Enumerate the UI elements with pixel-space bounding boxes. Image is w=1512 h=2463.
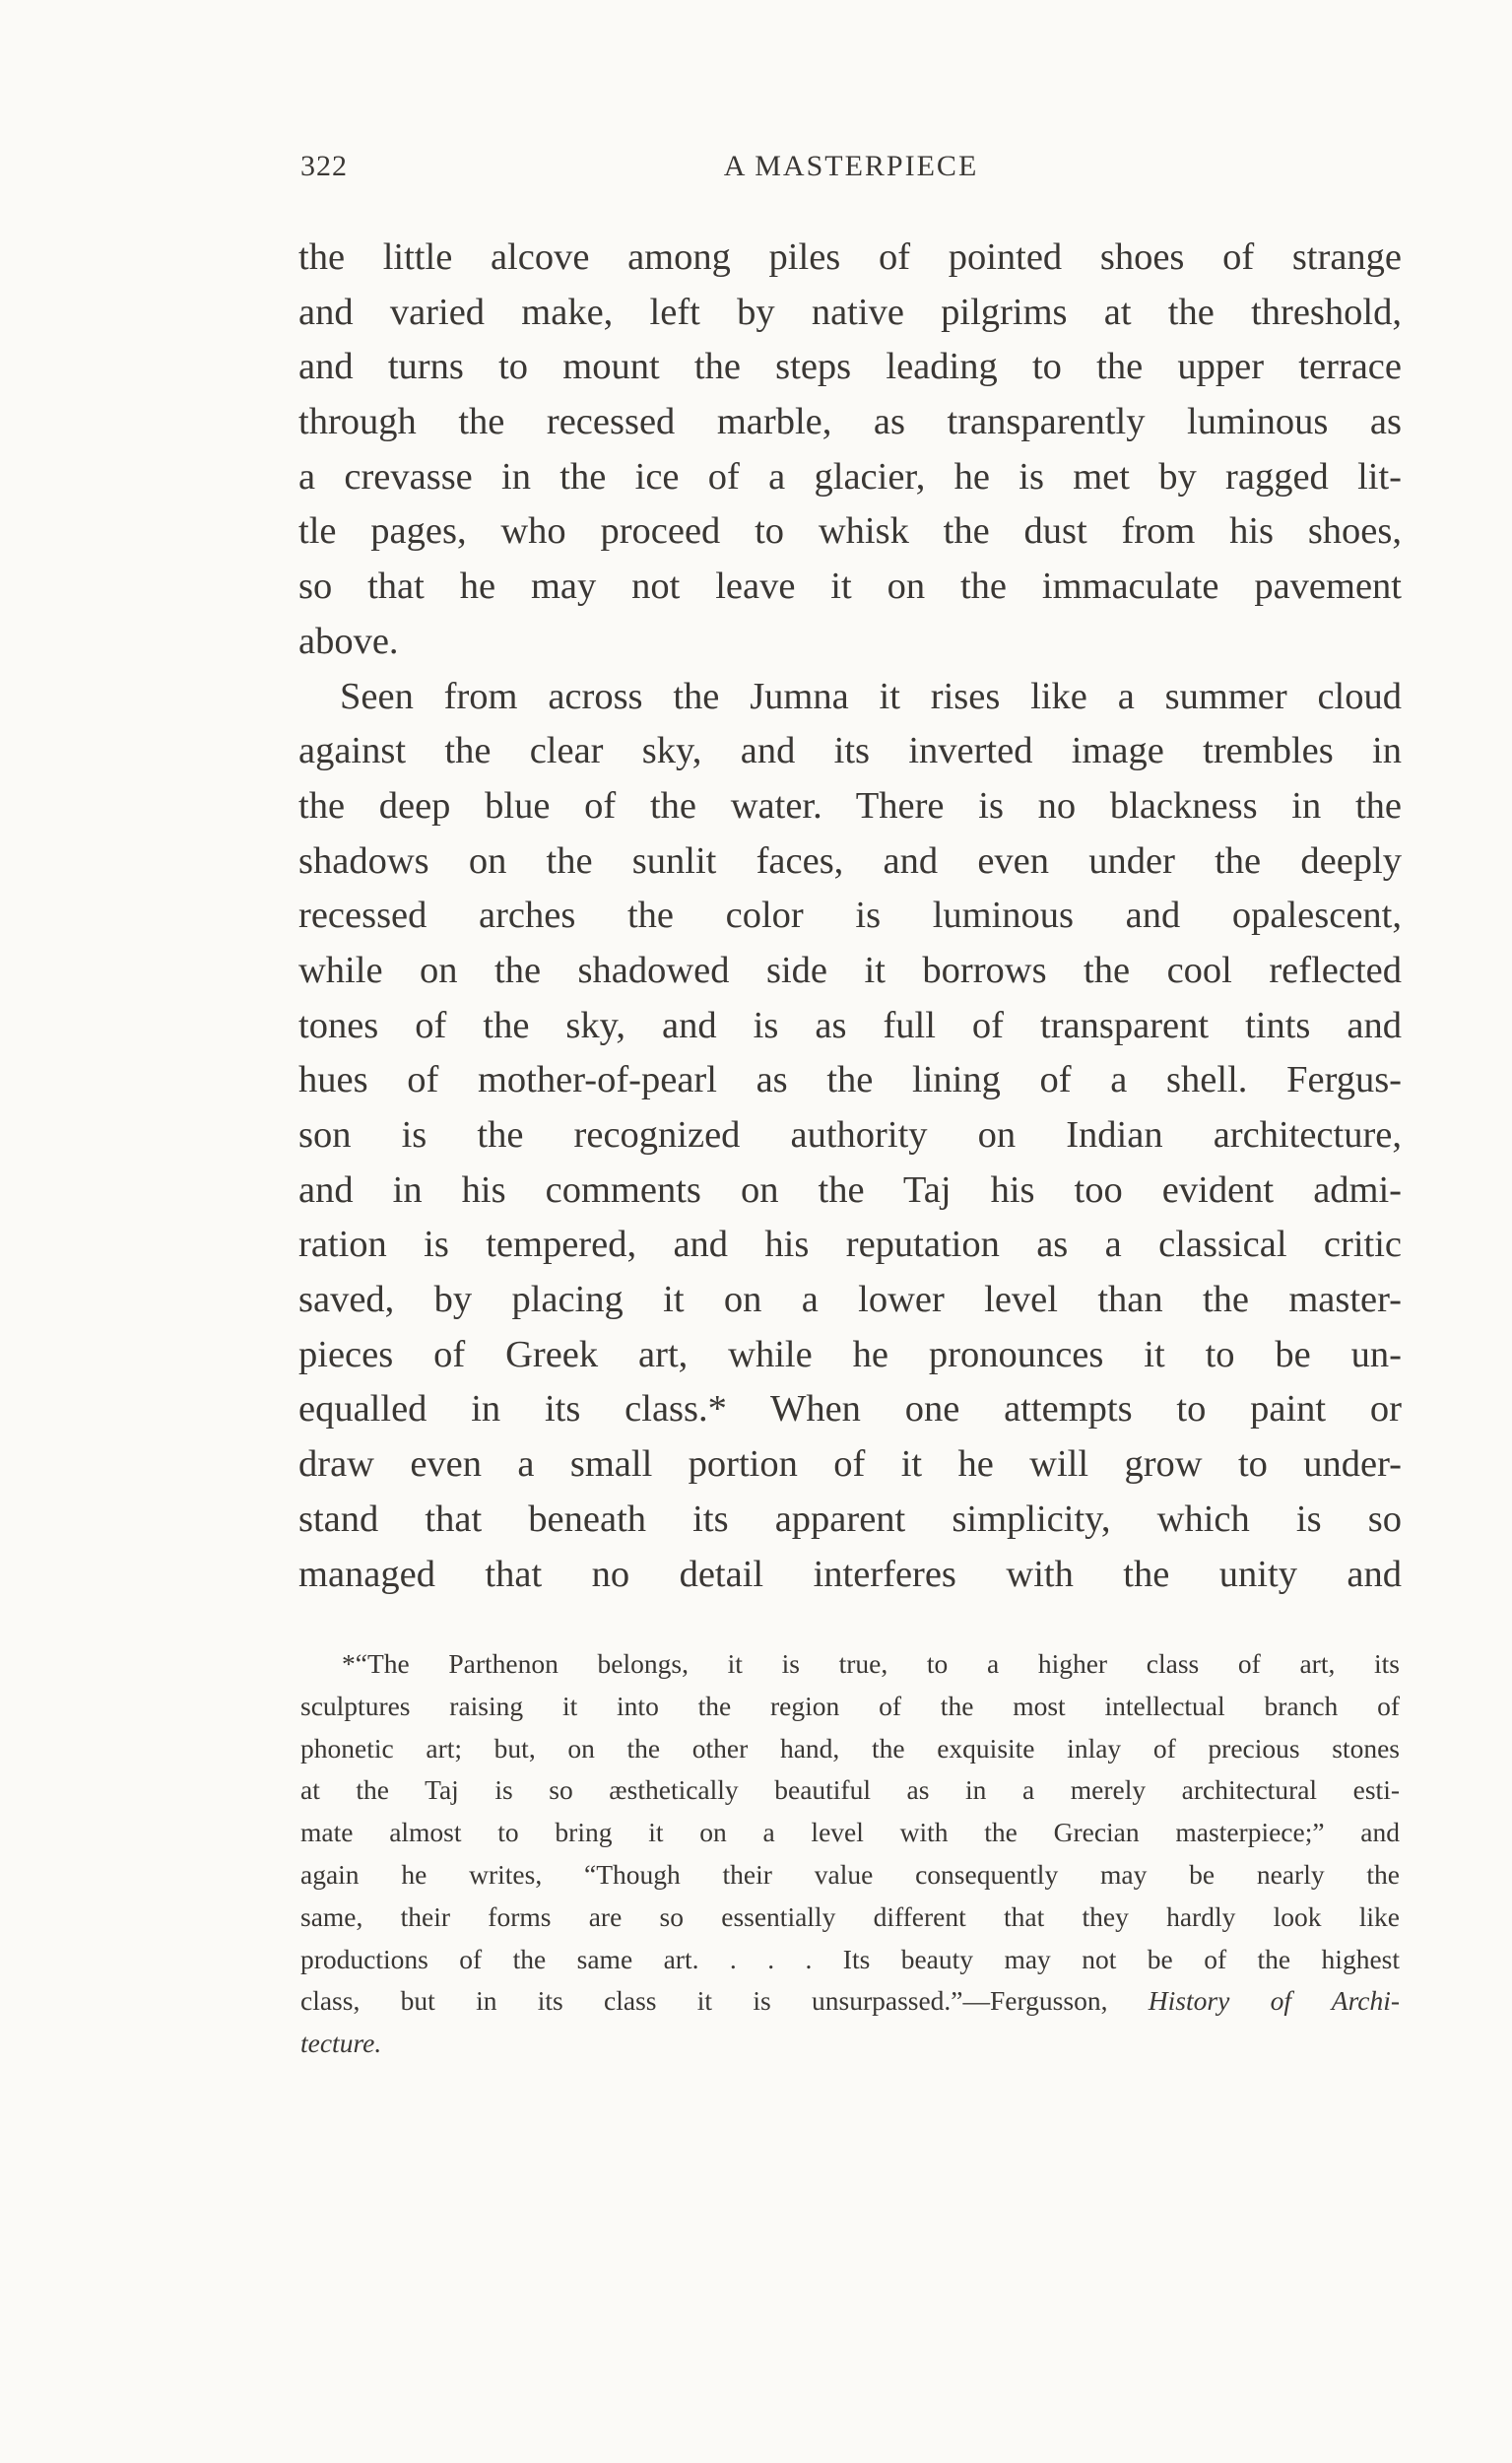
body-line: son is the recognized authority on Indian architecture,: [298, 1114, 1402, 1156]
footnote-line: at the Taj is so æsthetically beautiful as in a merely architectural esti-: [300, 1774, 1400, 1806]
body-line: draw even a small portion of it he will grow to under-: [298, 1443, 1402, 1486]
body-line: and turns to mount the steps leading to the upper terrace: [298, 346, 1402, 388]
footnote-citation-line: [300, 1980, 1400, 2023]
body-line: against the clear sky, and its inverted image trembles in: [298, 730, 1402, 772]
body-line: tones of the sky, and is as full of transparent tints and: [298, 1004, 1402, 1046]
body-line: and in his comments on the Taj his too evident admi-: [298, 1168, 1402, 1211]
footnote: [300, 1643, 1400, 2065]
footnote-line: mate almost to bring it on a level with the Grecian masterpiece;” and: [300, 1817, 1400, 1848]
body-line: above.: [298, 620, 399, 662]
body-line: the little alcove among piles of pointed shoes of strange: [298, 236, 1402, 278]
running-head: [300, 150, 1402, 189]
footnote-line: again he writes, “Though their value consequently may be nearly the: [300, 1858, 1400, 1890]
body-line: hues of mother-of-pearl as the lining of a shell. Fergus-: [298, 1059, 1402, 1101]
body-line: and varied make, left by native pilgrims at the threshold,: [298, 291, 1402, 333]
running-title: A MASTERPIECE: [723, 150, 979, 182]
body-line: saved, by placing it on a lower level than the master-: [298, 1279, 1402, 1321]
body-line: tle pages, who proceed to whisk the dust from his shoes,: [298, 510, 1402, 553]
body-text: [298, 231, 1402, 1602]
footnote-line: [300, 2023, 1400, 2065]
footnote-line: *“The Parthenon belongs, it is true, to a higher class of art, its: [342, 1648, 1400, 1679]
body-line: while on the shadowed side it borrows the cool reflected: [298, 949, 1402, 991]
body-line: the deep blue of the water. There is no blackness in the: [298, 784, 1402, 827]
body-line: managed that no detail interferes with the unity and: [298, 1553, 1402, 1595]
body-line: shadows on the sunlit faces, and even under the deeply: [298, 839, 1402, 882]
page-number: 322: [300, 150, 348, 182]
body-line: Seen from across the Jumna it rises like a summer cloud: [340, 675, 1402, 717]
citation-title: History of Archi-: [1148, 1985, 1401, 2017]
body-line: so that he may not leave it on the immaculate pavement: [298, 566, 1402, 608]
footnote-line: sculptures raising it into the region of the most intellectual branch of: [300, 1690, 1400, 1721]
body-line: stand that beneath its apparent simplicity, which is so: [298, 1498, 1402, 1540]
body-line: pieces of Greek art, while he pronounces it to be un-: [298, 1333, 1402, 1375]
body-line: a crevasse in the ice of a glacier, he is met by ragged lit-: [298, 455, 1402, 498]
footnote-line-text: class, but in its class it is unsurpassed.”—Fergusson,: [300, 1985, 1108, 2017]
body-line: ration is tempered, and his reputation as a classical critic: [298, 1224, 1402, 1266]
footnote-line: phonetic art; but, on the other hand, the exquisite inlay of precious stones: [300, 1732, 1400, 1764]
citation-title-continued: tecture.: [300, 2028, 382, 2059]
body-line: recessed arches the color is luminous and opalescent,: [298, 895, 1402, 937]
footnote-line: productions of the same art. . . . Its beauty may not be of the highest: [300, 1943, 1400, 1974]
body-line: through the recessed marble, as transparently luminous as: [298, 401, 1402, 443]
body-line: equalled in its class.* When one attempts to paint or: [298, 1388, 1402, 1431]
footnote-line: same, their forms are so essentially different that they hardly look like: [300, 1900, 1400, 1932]
